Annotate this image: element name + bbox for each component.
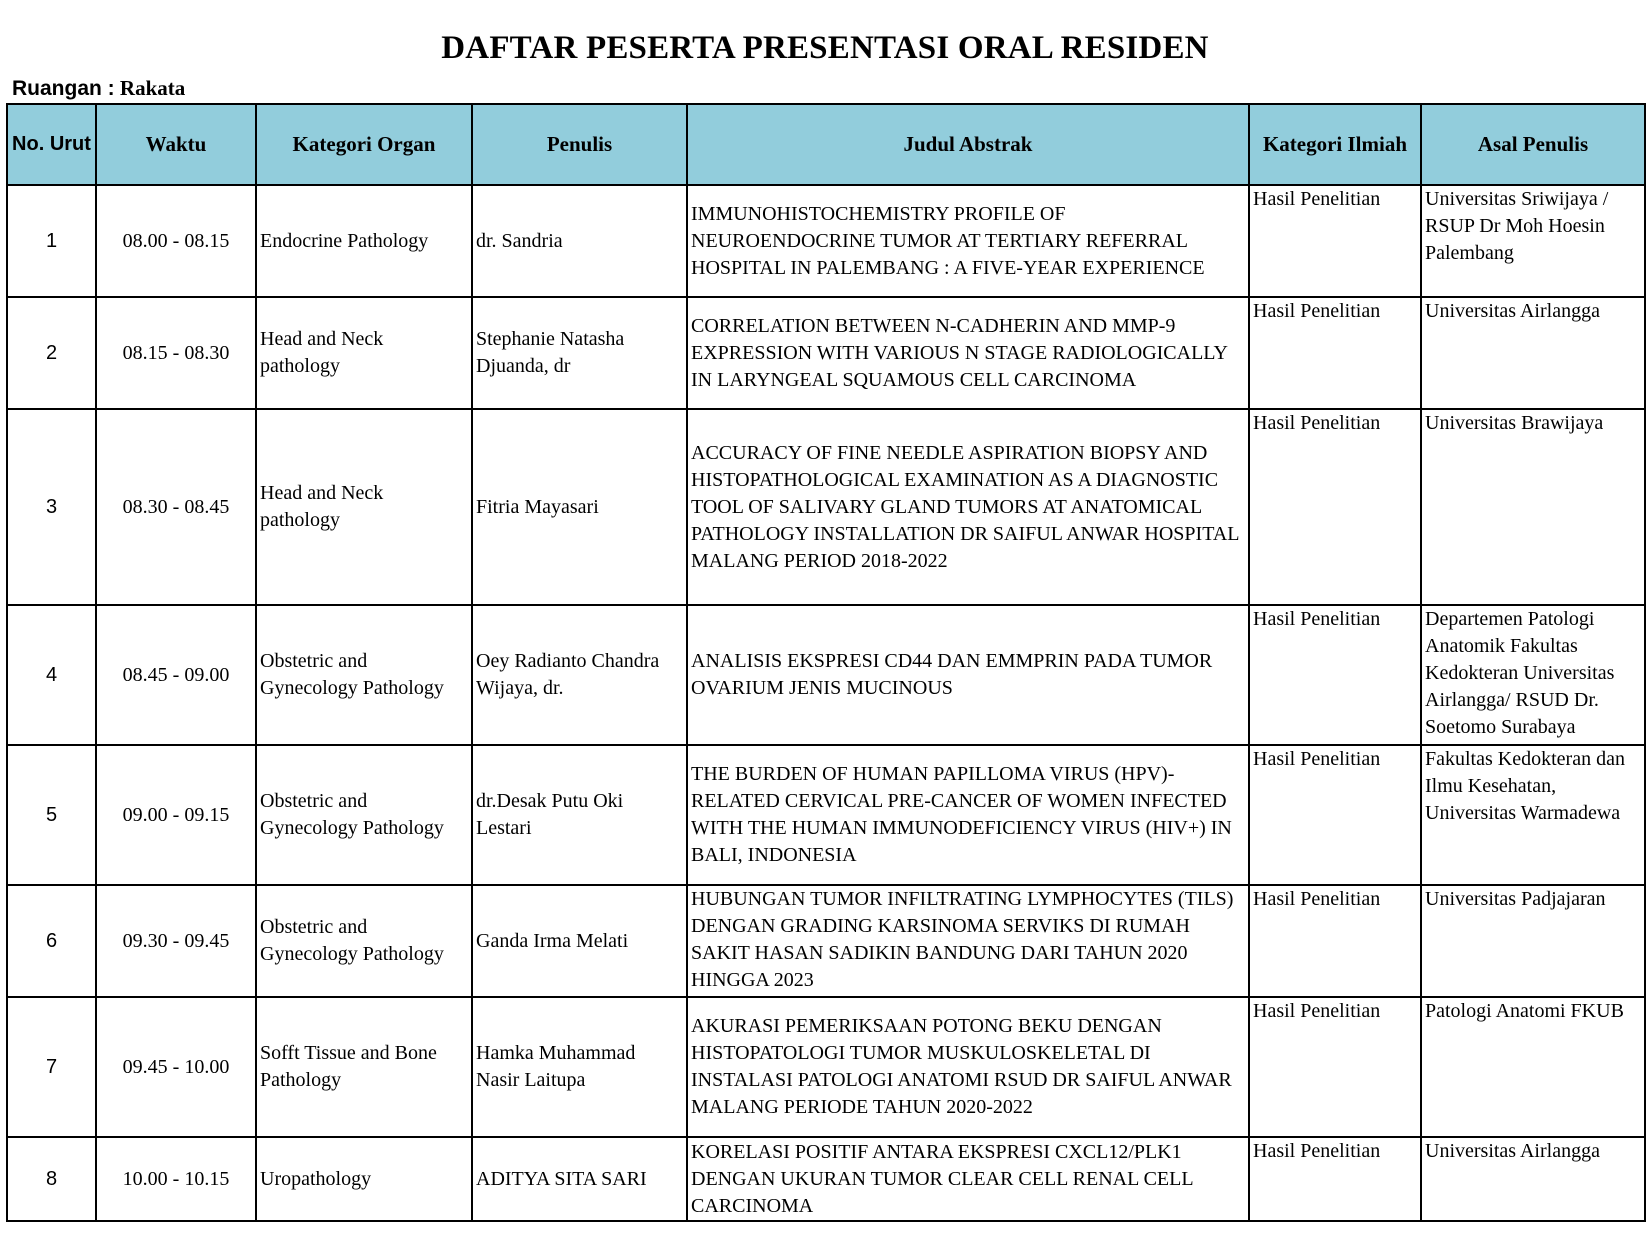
cell-abstract-title: IMMUNOHISTOCHEMISTRY PROFILE OF NEUROENDOCRINE TUMOR AT TERTIARY REFERRAL HOSPITAL IN PALEMBANG : A FIVE-YEAR EXPERIENCE [687,185,1249,297]
cell-abstract-title: THE BURDEN OF HUMAN PAPILLOMA VIRUS (HPV)-RELATED CERVICAL PRE-CANCER OF WOMEN INFECTED WITH THE HUMAN IMMUNODEFICIENCY VIRUS (HIV+) IN BALI, INDONESIA [687,745,1249,885]
cell-author: Ganda Irma Melati [472,885,687,997]
cell-author: ADITYA SITA SARI [472,1137,687,1221]
cell-origin: Patologi Anatomi FKUB [1421,997,1645,1137]
cell-category: Hasil Penelitian [1249,745,1421,885]
cell-category: Hasil Penelitian [1249,605,1421,745]
cell-organ: Head and Neck pathology [256,409,472,605]
table-row [7,997,1645,1137]
table-row [7,185,1645,297]
cell-no: 2 [7,297,96,409]
cell-time: 08.30 - 08.45 [96,409,256,605]
cell-abstract-title: KORELASI POSITIF ANTARA EKSPRESI CXCL12/PLK1 DENGAN UKURAN TUMOR CLEAR CELL RENAL CELL CARCINOMA [687,1137,1249,1221]
cell-origin: Universitas Sriwijaya / RSUP Dr Moh Hoesin Palembang [1421,185,1645,297]
cell-organ: Head and Neck pathology [256,297,472,409]
header-no: No. Urut [7,104,96,185]
header-abstract-title: Judul Abstrak [687,104,1249,185]
cell-category: Hasil Penelitian [1249,997,1421,1137]
schedule-table [6,103,1646,1222]
table-row [7,745,1645,885]
table-row [7,885,1645,997]
cell-abstract-title: HUBUNGAN TUMOR INFILTRATING LYMPHOCYTES (TILS) DENGAN GRADING KARSINOMA SERVIKS DI RUMAH SAKIT HASAN SADIKIN BANDUNG DARI TAHUN 2020 HINGGA 2023 [687,885,1249,997]
cell-no: 4 [7,605,96,745]
cell-category: Hasil Penelitian [1249,1137,1421,1221]
cell-abstract-title: AKURASI PEMERIKSAAN POTONG BEKU DENGAN HISTOPATOLOGI TUMOR MUSKULOSKELETAL DI INSTALASI PATOLOGI ANATOMI RSUD DR SAIFUL ANWAR MALANG PERIODE TAHUN 2020-2022 [687,997,1249,1137]
page-title: DAFTAR PESERTA PRESENTASI ORAL RESIDEN [441,30,1209,66]
cell-origin: Universitas Airlangga [1421,1137,1645,1221]
cell-author: Fitria Mayasari [472,409,687,605]
table-row [7,605,1645,745]
cell-organ: Obstetric and Gynecology Pathology [256,605,472,745]
cell-no: 3 [7,409,96,605]
cell-time: 10.00 - 10.15 [96,1137,256,1221]
cell-category: Hasil Penelitian [1249,409,1421,605]
header-organ-category: Kategori Organ [256,104,472,185]
cell-no: 7 [7,997,96,1137]
cell-organ: Obstetric and Gynecology Pathology [256,885,472,997]
room-label: Ruangan : [12,77,115,100]
cell-no: 6 [7,885,96,997]
cell-abstract-title: ANALISIS EKSPRESI CD44 DAN EMMPRIN PADA TUMOR OVARIUM JENIS MUCINOUS [687,605,1249,745]
cell-no: 8 [7,1137,96,1221]
cell-category: Hasil Penelitian [1249,185,1421,297]
cell-author: dr.Desak Putu Oki Lestari [472,745,687,885]
cell-organ: Obstetric and Gynecology Pathology [256,745,472,885]
table-row [7,1137,1645,1221]
room-value: Rakata [119,76,186,100]
cell-abstract-title: CORRELATION BETWEEN N-CADHERIN AND MMP-9 EXPRESSION WITH VARIOUS N STAGE RADIOLOGICALLY IN LARYNGEAL SQUAMOUS CELL CARCINOMA [687,297,1249,409]
header-author: Penulis [472,104,687,185]
room-line [12,76,185,101]
cell-author: Oey Radianto Chandra Wijaya, dr. [472,605,687,745]
cell-time: 09.00 - 09.15 [96,745,256,885]
cell-time: 08.45 - 09.00 [96,605,256,745]
cell-time: 09.30 - 09.45 [96,885,256,997]
cell-category: Hasil Penelitian [1249,885,1421,997]
table-row [7,297,1645,409]
cell-origin: Universitas Airlangga [1421,297,1645,409]
cell-author: dr. Sandria [472,185,687,297]
cell-origin: Departemen Patologi Anatomik Fakultas Kedokteran Universitas Airlangga/ RSUD Dr. Soetomo Surabaya [1421,605,1645,745]
cell-organ: Endocrine Pathology [256,185,472,297]
header-author-origin: Asal Penulis [1421,104,1645,185]
cell-author: Stephanie Natasha Djuanda, dr [472,297,687,409]
cell-time: 09.45 - 10.00 [96,997,256,1137]
cell-no: 1 [7,185,96,297]
cell-origin: Universitas Brawijaya [1421,409,1645,605]
cell-origin: Universitas Padjajaran [1421,885,1645,997]
cell-no: 5 [7,745,96,885]
cell-time: 08.00 - 08.15 [96,185,256,297]
cell-organ: Sofft Tissue and Bone Pathology [256,997,472,1137]
cell-abstract-title: ACCURACY OF FINE NEEDLE ASPIRATION BIOPSY AND HISTOPATHOLOGICAL EXAMINATION AS A DIAGNOSTIC TOOL OF SALIVARY GLAND TUMORS AT ANATOMICAL PATHOLOGY INSTALLATION DR SAIFUL ANWAR HOSPITAL MALANG PERIOD 2018-2022 [687,409,1249,605]
cell-origin: Fakultas Kedokteran dan Ilmu Kesehatan, Universitas Warmadewa [1421,745,1645,885]
table-row [7,409,1645,605]
cell-category: Hasil Penelitian [1249,297,1421,409]
cell-time: 08.15 - 08.30 [96,297,256,409]
table-header-row [7,104,1645,185]
header-scientific-category: Kategori Ilmiah [1249,104,1421,185]
header-time: Waktu [96,104,256,185]
cell-author: Hamka Muhammad Nasir Laitupa [472,997,687,1137]
cell-organ: Uropathology [256,1137,472,1221]
